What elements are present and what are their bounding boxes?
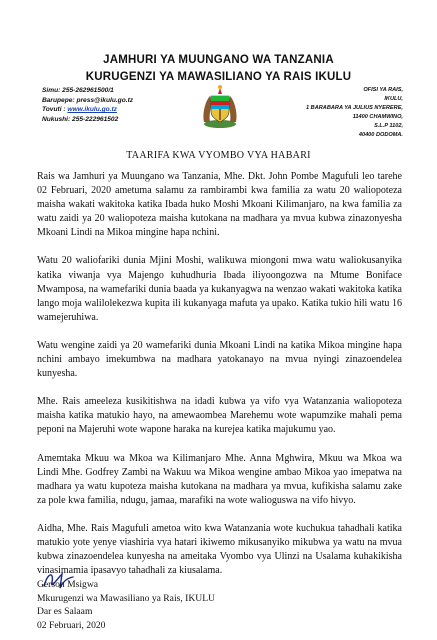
release-body <box>37 170 402 592</box>
address-line: S.L.P 1102, <box>374 123 403 129</box>
signatory-name: Gerson Msigwa <box>37 579 99 590</box>
address-line: 1 BARABARA YA JULIUS NYERERE, <box>306 105 403 111</box>
directorate-title: KURUGENZI YA MAWASILIANO YA RAIS IKULU <box>85 71 352 83</box>
republic-title: JAMHURI YA MUUNGANO WA TANZANIA <box>103 54 334 66</box>
email-line: Barupepe: press@ikulu.go.tz <box>42 96 134 104</box>
tanzania-coat-of-arms-icon <box>196 82 244 130</box>
website-link[interactable]: www.ikulu.go.tz <box>67 106 117 113</box>
address-line: 40400 DODOMA. <box>358 132 403 138</box>
document-title: TAARIFA KWA VYOMBO VYA HABARI <box>126 150 311 161</box>
address-line: 11400 CHAMWINO, <box>352 114 403 120</box>
signoff-date: 02 Februari, 2020 <box>37 619 106 631</box>
body-paragraph: Watu 20 waliofariki dunia Mjini Moshi, walikuwa miongoni mwa watu waliokusanyika katika viwanja vya Majengo kuhudhuria Ibada iliyoongozwa na Mtume Boniface Mwamposa, na wamefariki dunia baada ya kukanyagwa na wenzao wakati wakitoka katika lango moja walilolekezwa kupita ili kukanyaga mafuta ya upako. Katika tukio hili watu 16 wamejeruhiwa. <box>37 255 402 323</box>
website-line <box>42 105 192 115</box>
website-label: Tovuti : <box>42 106 68 113</box>
address-line: IKULU, <box>384 96 403 102</box>
signoff-place: Dar es Salaam <box>37 606 93 618</box>
body-paragraph: Watu wengine zaidi ya 20 wamefariki dunia Mkoani Lindi na katika Mikoa mingine hapa nchini ambayo imekumbwa na madhara yatokanayo na mvua nyingi zinazoendelea kunyesha. <box>37 339 402 380</box>
letterhead-titles <box>0 52 437 86</box>
body-paragraph: Rais wa Jamhuri ya Muungano wa Tanzania, Mhe. Dkt. John Pombe Magufuli leo tarehe 02 Februari, 2020 ametuma salamu za rambirambi kwa familia za watu 20 waliopoteza maisha wakati wakitoka katika Ibada huko Moshi Mkoani Kilimanjaro, na kwa familia za watu zaidi ya 20 waliopoteza maisha kutokana na madhara ya mvua kubwa zinazonyesha Mkoani Lindi na Mikoa mingine hapa nchini. <box>37 171 402 239</box>
contact-block <box>42 86 192 124</box>
body-paragraph: Mhe. Rais ameeleza kusikitishwa na idadi kubwa ya vifo vya Watanzania waliopoteza maisha katika matukio hayo, na amewaombea Marehemu wote wapumzike mahali pema peponi na Majeruhi wote wapone haraka na kurejea katika majukumu yao. <box>37 396 402 436</box>
fax-line: Nukushi: 255-222961502 <box>42 115 119 123</box>
signatory-position: Mkurugenzi wa Mawasiliano ya Rais, IKULU <box>37 592 215 604</box>
phone-line: Simu: 255-262961500/1 <box>42 87 114 94</box>
address-line: OFISI YA RAIS, <box>363 87 403 93</box>
body-paragraph: Aidha, Mhe. Rais Magufuli ametoa wito kwa Watanzania wote kuchukua tahadhali katika matukio yote yenye viashiria vya hatari ikiwemo mikusanyiko mikubwa ya watu na mvua kubwa zinazoendelea kunyesha na ameitaka Vyombo vya Ulinzi na Usalama kuhakikisha vinasimamia ipasavyo tahadhali za kiusalama. <box>37 522 402 577</box>
signoff-block <box>37 578 337 632</box>
office-address <box>283 86 403 140</box>
body-paragraph: Amemtaka Mkuu wa Mkoa wa Kilimanjaro Mhe. Anna Mghwira, Mkuu wa Mkoa wa Lindi Mhe. Godfrey Zambi na Wakuu wa Mikoa wengine ambao Mikoa yao imepatwa na madhara ya watu kupoteza maisha kutokana na madhara ya mvua, kufikisha salamu zake za pole kwa familia, ndugu, jamaa, marafiki na wote walioguswa na vifo hivyo. <box>37 452 402 506</box>
